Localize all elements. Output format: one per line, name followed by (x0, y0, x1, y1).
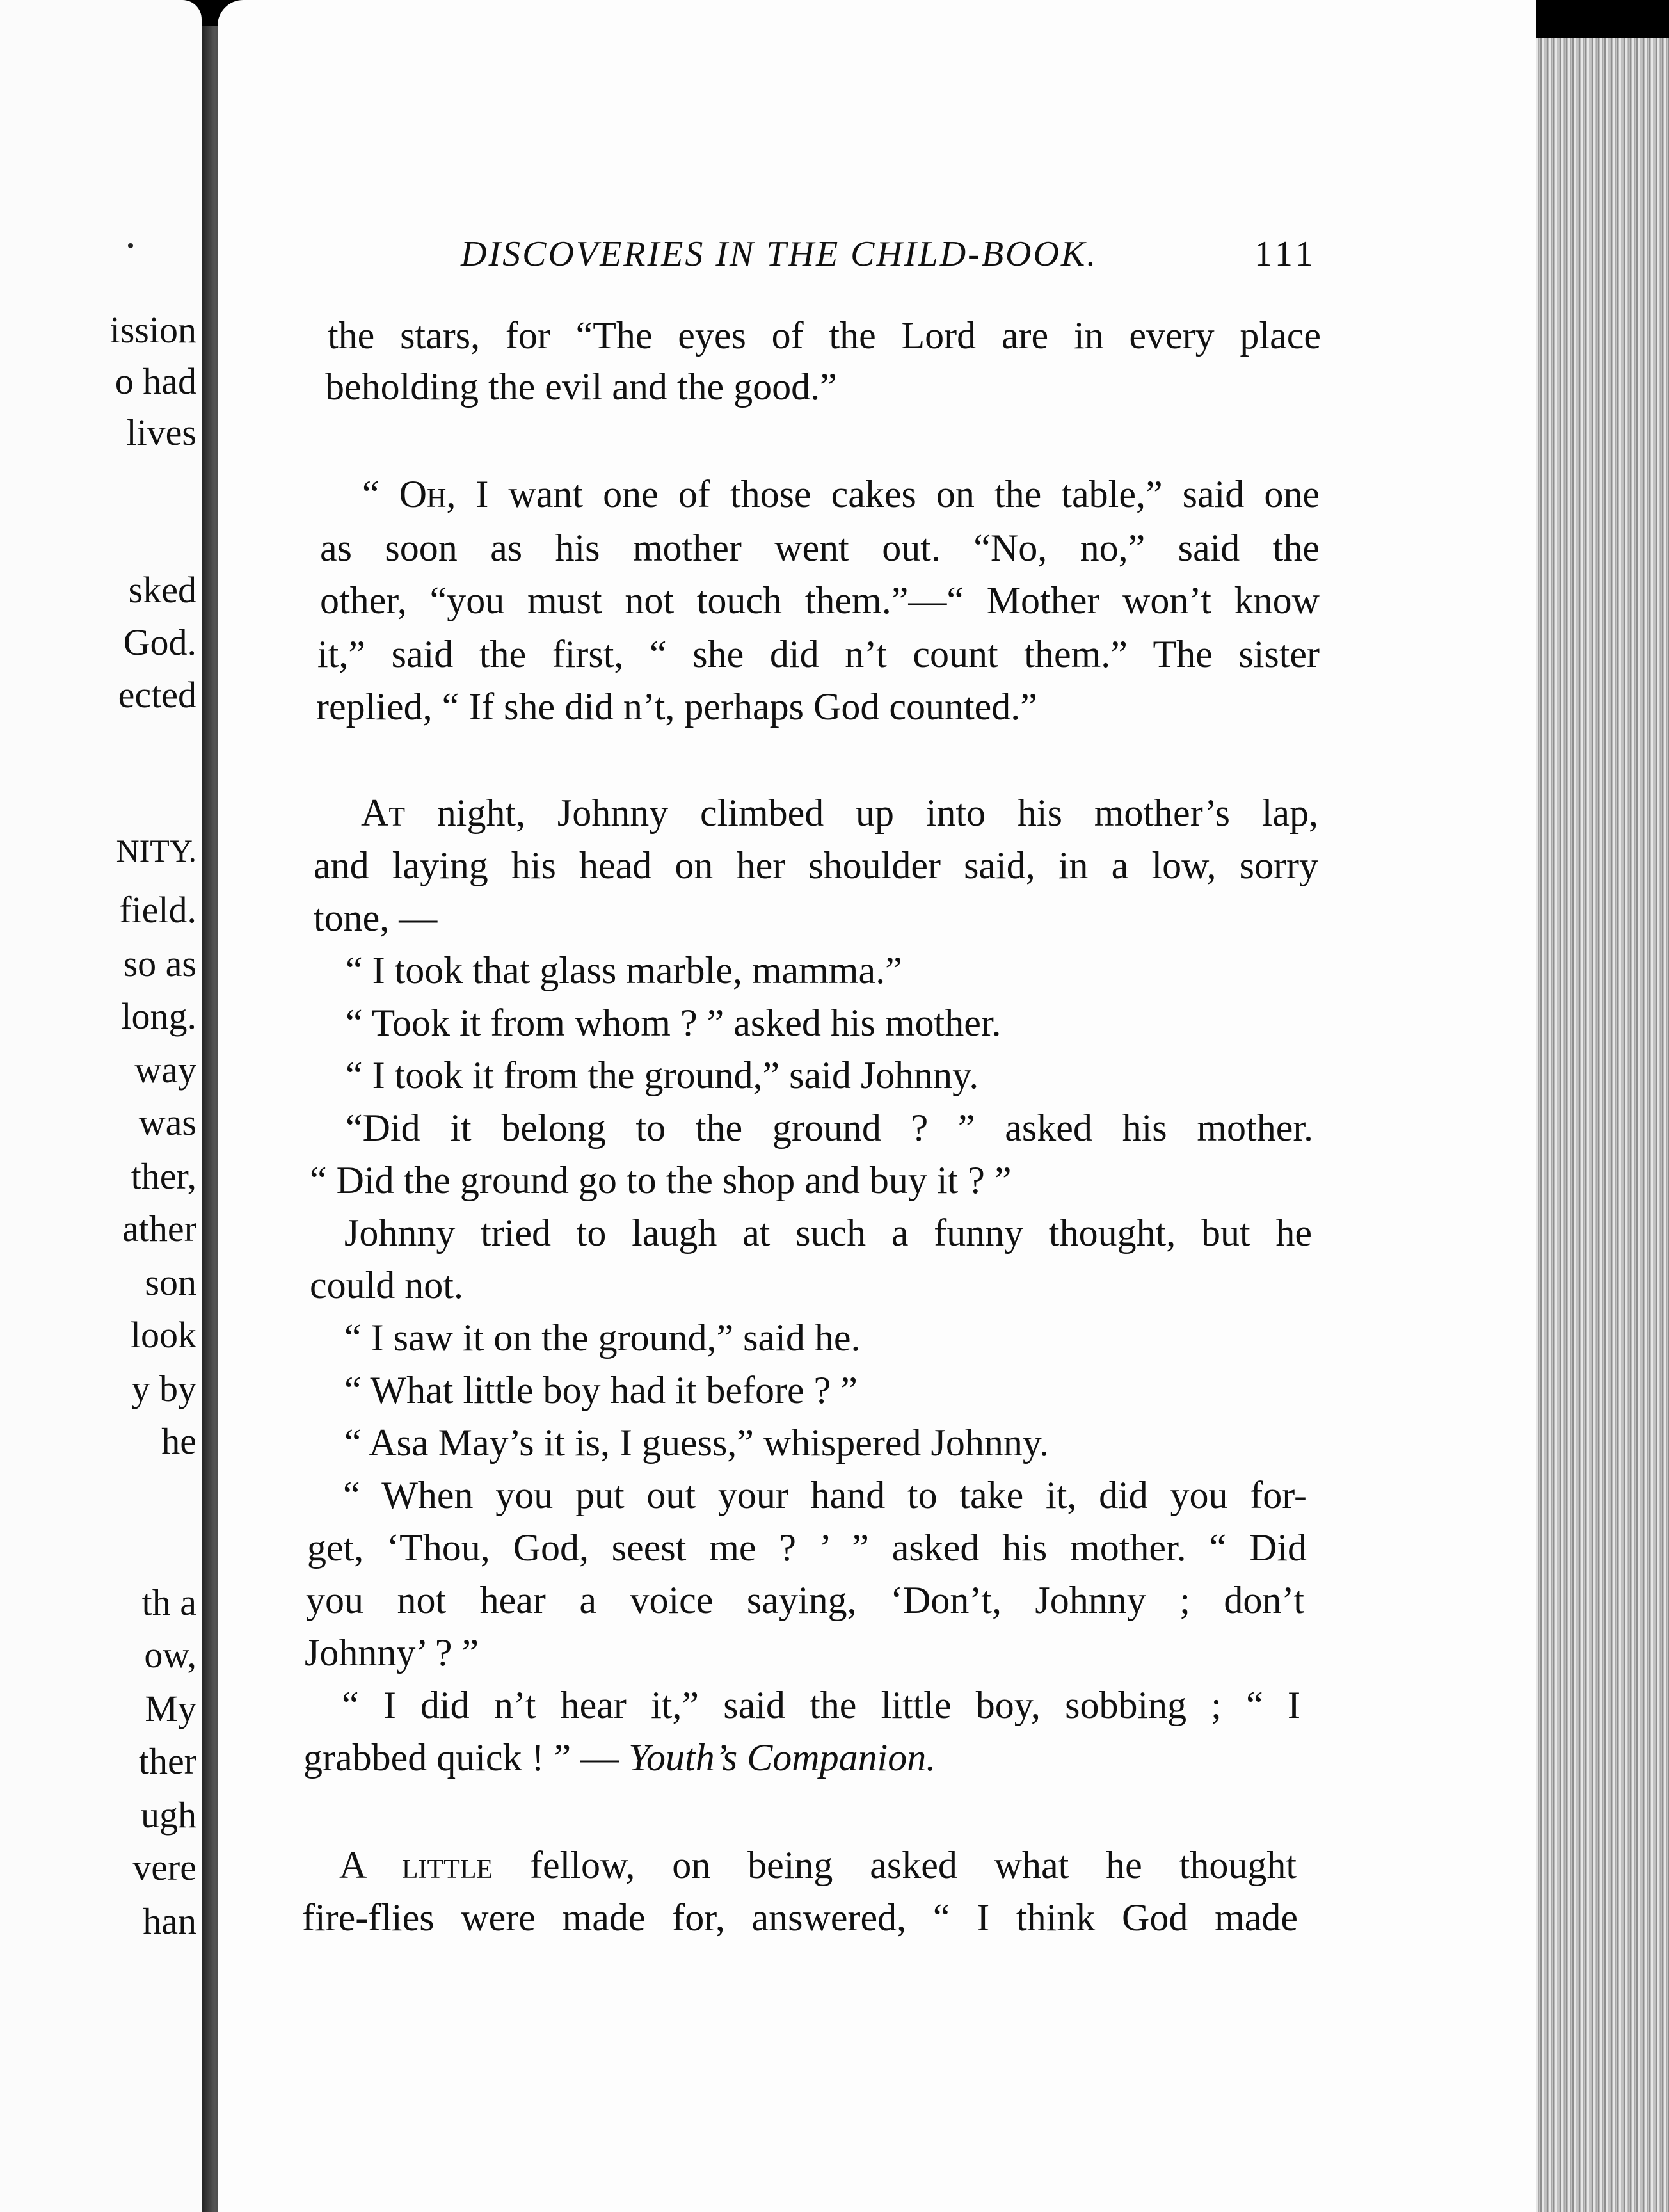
left-page-line: look (130, 1314, 196, 1356)
left-page-line: ected (118, 674, 196, 716)
left-page-line: son (145, 1262, 196, 1303)
text-line: get, ‘Thou, God, seest me ? ’ ” asked his mother. “ Did (307, 1527, 1307, 1569)
source-citation: Youth’s Companion. (628, 1736, 936, 1779)
text-line: it,” said the first, “ she did n’t count them.” The sister (317, 633, 1320, 675)
text-line: “ I did n’t hear it,” said the little boy, sobbing ; “ I (342, 1684, 1300, 1726)
text-line: Johnny tried to laugh at such a funny thought, but he (344, 1212, 1312, 1254)
text-line: the stars, for “The eyes of the Lord are in every place (328, 314, 1321, 357)
left-page-line: o had (115, 360, 196, 402)
left-page-line: ther, (131, 1155, 196, 1197)
text-line (303, 1736, 1327, 1780)
text-line: “Did it belong to the ground ? ” asked his mother. (346, 1107, 1313, 1149)
paragraph-lead: “ Oh, (362, 473, 456, 515)
paragraph-lead: A little (339, 1844, 493, 1886)
text-line (339, 1843, 1297, 1887)
left-page-line: so as (123, 943, 196, 984)
left-page-line: lives (126, 412, 196, 453)
text-line: “ Asa May’s it is, I guess,” whispered Johnny. (344, 1422, 1049, 1464)
left-page-line: way (134, 1049, 196, 1091)
text-line: and laying his head on her shoulder said, in a low, sorry (314, 844, 1318, 886)
ink-speck (128, 243, 133, 248)
text-line: “ Did the ground go to the shop and buy it ? ” (310, 1159, 1012, 1201)
text-line: tone, — (314, 897, 438, 939)
left-page-line: God. (123, 621, 196, 663)
text-line (362, 472, 1320, 517)
text-line: “ What little boy had it before ? ” (344, 1369, 858, 1411)
text-line: “ I took it from the ground,” said Johnny. (346, 1054, 979, 1096)
text-line: “ I took that glass marble, mamma.” (346, 949, 902, 991)
text-line: “ I saw it on the ground,” said he. (344, 1317, 861, 1359)
text-line: other, “you must not touch them.”—“ Mother won’t know (320, 579, 1320, 621)
left-page-line: vere (132, 1847, 196, 1888)
text-line: beholding the evil and the good.” (325, 365, 837, 408)
left-page-line: was (138, 1102, 196, 1143)
text-line: “ When you put out your hand to take it, did you for- (343, 1474, 1307, 1516)
text-line-plain: grabbed quick ! ” — (303, 1736, 629, 1779)
left-page-line: My (145, 1688, 196, 1729)
running-header: DISCOVERIES IN THE CHILD-BOOK. (461, 234, 1098, 274)
text-line-rest: fellow, on being asked what he thought (493, 1844, 1297, 1886)
left-page-line: ugh (141, 1794, 196, 1836)
text-line (361, 791, 1318, 835)
left-page-line: NITY. (116, 833, 196, 869)
left-page-line: field. (119, 889, 196, 931)
page-edges (1536, 38, 1669, 2212)
left-page-line: y by (131, 1368, 196, 1409)
left-page-line: ow, (144, 1634, 196, 1676)
left-page (0, 0, 202, 2212)
left-page-line: han (143, 1900, 196, 1942)
left-page-line: th a (141, 1582, 196, 1623)
paragraph-lead: At (361, 792, 405, 834)
text-line: you not hear a voice saying, ‘Don’t, Johnny ; don’t (306, 1579, 1304, 1621)
left-page-line: sked (128, 569, 196, 611)
text-line: fire-flies were made for, answered, “ I think God made (302, 1896, 1298, 1939)
text-line: replied, “ If she did n’t, perhaps God counted.” (316, 685, 1037, 728)
text-line: “ Took it from whom ? ” asked his mother. (346, 1002, 1002, 1044)
text-line-rest: I want one of those cakes on the table,” said one (456, 473, 1320, 515)
text-line: Johnny’ ? ” (305, 1631, 479, 1674)
text-line-rest: night, Johnny climbed up into his mother’s lap, (405, 792, 1318, 834)
left-page-line: ission (109, 309, 196, 351)
page-number: 111 (1254, 234, 1317, 274)
left-page-line: he (161, 1420, 196, 1462)
text-line: as soon as his mother went out. “No, no,” said the (320, 527, 1320, 569)
left-page-line: ather (122, 1208, 196, 1249)
text-line: could not. (310, 1264, 463, 1306)
left-page-line: ther (138, 1740, 196, 1782)
left-page-line: long. (121, 995, 196, 1037)
